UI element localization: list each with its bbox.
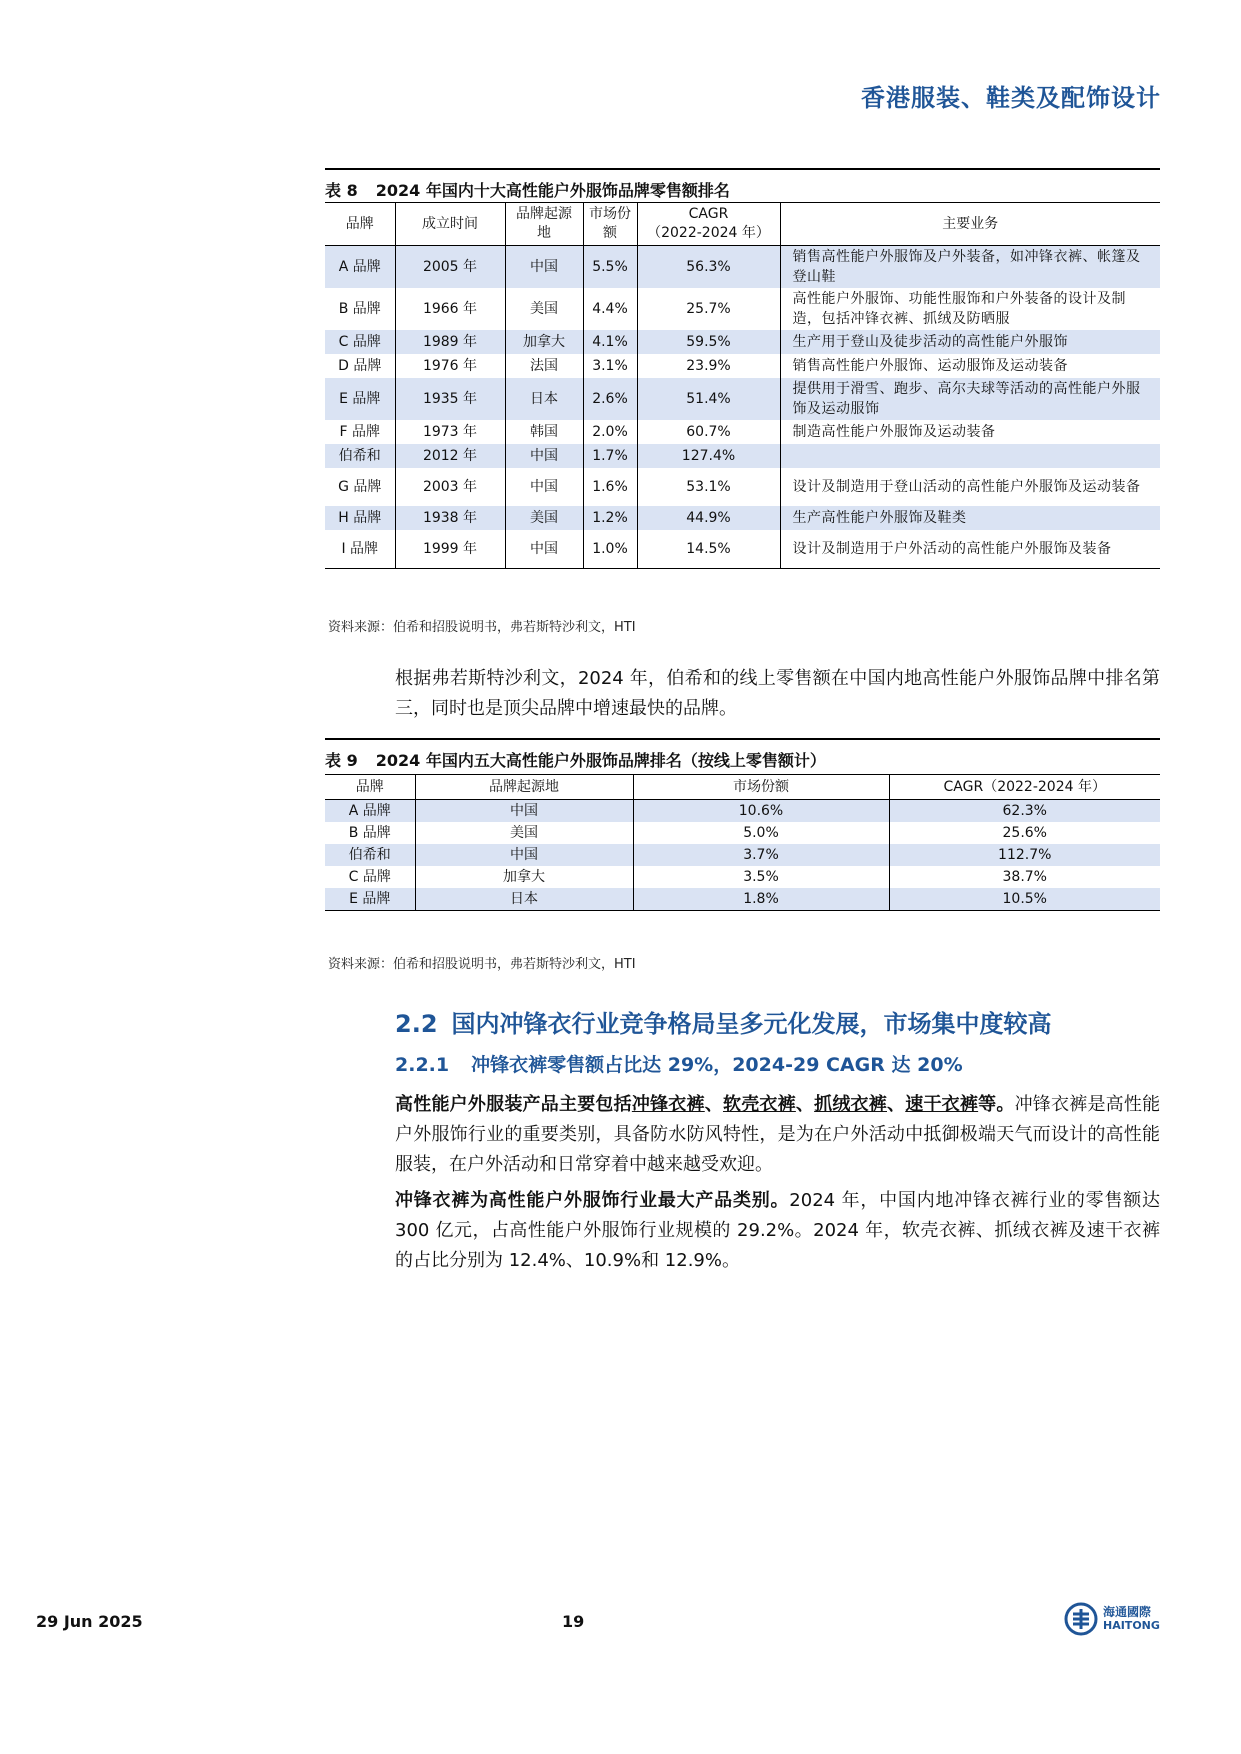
table-row	[325, 888, 1160, 911]
table-row	[325, 444, 1160, 468]
table8-cell: 2005 年	[395, 246, 505, 289]
paragraph-product-categories	[395, 1090, 1160, 1180]
para2-item-4: 速干衣裤	[905, 1094, 979, 1115]
table8-cell: 日本	[505, 378, 583, 420]
para2-sep: 、	[795, 1094, 815, 1115]
table8-cell: C 品牌	[325, 330, 395, 354]
table9-cell: 5.0%	[633, 822, 889, 844]
table8-cell: 美国	[505, 506, 583, 530]
table8-cell: 2003 年	[395, 468, 505, 506]
table8-cell: 高性能户外服饰、功能性服饰和户外装备的设计及制造，包括冲锋衣裤、抓绒及防晒服	[780, 288, 1160, 330]
para3-body: 2024 年，中国内地冲锋衣裤行业的零售额达 300 亿元，占高性能户外服饰行业规模的 29.2%。2024 年，软壳衣裤、抓绒衣裤及速干衣裤的占比分别为 12.4%、10.9%和 12.9%。	[395, 1190, 1161, 1271]
table9-title	[325, 738, 1160, 777]
table9-cell: 1.8%	[633, 888, 889, 911]
table8-cell: 提供用于滑雪、跑步、高尔夫球等活动的高性能户外服饰及运动服饰	[780, 378, 1160, 420]
table8-cell: 生产高性能户外服饰及鞋类	[780, 506, 1160, 530]
table8-header-cell: 品牌	[325, 203, 395, 246]
table9-label: 表 9	[325, 751, 358, 770]
subsection-number: 2.2.1	[395, 1054, 450, 1076]
table8-cell: 2.0%	[583, 420, 637, 444]
table9-cell: C 品牌	[348, 869, 391, 885]
para2-lead: 高性能户外服装产品主要包括	[395, 1094, 632, 1115]
table-row	[325, 330, 1160, 354]
table8-cell: 设计及制造用于户外活动的高性能户外服饰及装备	[780, 530, 1160, 569]
table8-cell: 中国	[505, 530, 583, 569]
table8-cell: 伯希和	[325, 444, 395, 468]
table8-cell: D 品牌	[338, 358, 382, 374]
table8-cell: 韩国	[505, 420, 583, 444]
table9-header-cell: 市场份额	[633, 775, 889, 800]
table8-cell: 法国	[505, 354, 583, 378]
table8-cell: 60.7%	[637, 420, 780, 444]
table9-cell: 112.7%	[889, 844, 1160, 866]
table8-cell: 销售高性能户外服饰及户外装备，如冲锋衣裤、帐篷及登山鞋	[780, 246, 1160, 289]
table8-cell: A 品牌	[325, 246, 395, 289]
table8-cell: 生产用于登山及徒步活动的高性能户外服饰	[780, 330, 1160, 354]
table8-cell: 23.9%	[637, 354, 780, 378]
table9-cell: 加拿大	[415, 866, 633, 888]
table9-cell: 伯希和	[325, 844, 415, 866]
table8-cell: 加拿大	[505, 330, 583, 354]
table8-cell: F 品牌	[339, 424, 380, 440]
table8-cell: 1.6%	[583, 468, 637, 506]
table-row	[325, 354, 1160, 378]
logo-text-cn: 海通國際	[1103, 1605, 1152, 1619]
table8-cell: 56.3%	[637, 246, 780, 289]
table8-header-cell: CAGR （2022-2024 年）	[637, 203, 780, 246]
table8-cell: 中国	[505, 246, 583, 289]
table-row	[325, 506, 1160, 530]
table8-cell: B 品牌	[338, 301, 381, 317]
table8-header-cell: 主要业务	[780, 203, 1160, 246]
table8-cell: 1.0%	[583, 530, 637, 569]
table9-cell: 38.7%	[889, 866, 1160, 888]
table9-cell: 3.7%	[633, 844, 889, 866]
table8-cell: 1989 年	[395, 330, 505, 354]
table8-cell: 1999 年	[395, 530, 505, 569]
table8-cell: 销售高性能户外服饰、运动服饰及运动装备	[780, 354, 1160, 378]
section-number: 2.2	[395, 1010, 438, 1038]
table-row	[325, 468, 1160, 506]
table8-cell: 1.2%	[583, 506, 637, 530]
table8-cell: E 品牌	[325, 378, 395, 420]
table8-cell: 3.1%	[583, 354, 637, 378]
table8-cell: 4.1%	[583, 330, 637, 354]
logo-text-en: HAITONG	[1103, 1619, 1160, 1632]
table9-cell: 3.5%	[633, 866, 889, 888]
para2-sep: 、	[887, 1094, 906, 1115]
haitong-logo	[1064, 1602, 1160, 1636]
table9-cell: B 品牌	[348, 825, 391, 841]
table9-cell: 日本	[415, 888, 633, 911]
para3-lead: 冲锋衣裤为高性能户外服饰行业最大产品类别。	[395, 1190, 790, 1211]
table8-header-cell: 品牌起源地	[505, 203, 583, 246]
table9-cell: E 品牌	[325, 888, 415, 911]
table8-cell: 2.6%	[583, 378, 637, 420]
subsection-heading	[395, 1050, 963, 1077]
table8-cell: 制造高性能户外服饰及运动装备	[780, 420, 1160, 444]
table9-cell: 62.3%	[889, 800, 1160, 823]
para2-item-1: 冲锋衣裤	[631, 1094, 705, 1115]
table8-cell: 25.7%	[637, 288, 780, 330]
table9-cell: A 品牌	[325, 800, 415, 823]
table-row	[325, 288, 1160, 330]
table9-source: 资料来源：伯希和招股说明书，弗若斯特沙利文，HTI	[328, 957, 636, 972]
table8-cell: 127.4%	[637, 444, 780, 468]
section-heading	[395, 1004, 1052, 1039]
section-title: 国内冲锋衣行业竞争格局呈多元化发展，市场集中度较高	[451, 1010, 1052, 1038]
table9-cell: 美国	[415, 822, 633, 844]
table9	[325, 774, 1160, 911]
table8-header-cell: 市场份额	[583, 203, 637, 246]
table8-source: 资料来源：伯希和招股说明书，弗若斯特沙利文，HTI	[328, 620, 636, 635]
table8-header-cell: 成立时间	[395, 203, 505, 246]
table8-cell: 51.4%	[637, 378, 780, 420]
table8-cell: 59.5%	[637, 330, 780, 354]
table8-cell: 中国	[505, 444, 583, 468]
paragraph-largest-category	[395, 1186, 1160, 1276]
table8-cell: 美国	[505, 288, 583, 330]
table9-cell: 25.6%	[889, 822, 1160, 844]
table-row	[325, 844, 1160, 866]
table8	[325, 202, 1160, 569]
table9-cell: 中国	[415, 844, 633, 866]
table8-cell: 1935 年	[395, 378, 505, 420]
table8-cell: 1976 年	[395, 354, 505, 378]
table-row	[325, 866, 1160, 888]
table8-cell: 44.9%	[637, 506, 780, 530]
table-row	[325, 378, 1160, 420]
table8-caption: 2024 年国内十大高性能户外服饰品牌零售额排名	[375, 181, 730, 200]
table9-cell: 10.6%	[633, 800, 889, 823]
report-header-title: 香港服装、鞋类及配饰设计	[861, 84, 1161, 112]
table8-cell: 4.4%	[583, 288, 637, 330]
table8-cell: 2012 年	[395, 444, 505, 468]
table8-cell: 设计及制造用于登山活动的高性能户外服饰及运动装备	[780, 468, 1160, 506]
table-row	[325, 420, 1160, 444]
para2-body: 冲锋衣裤是高性能户外服饰行业的重要类别，具备防水防风特性，是为在户外活动中抵御极端天气而设计的高性能服装，在户外活动和日常穿着中越来越受欢迎。	[395, 1094, 1161, 1175]
para2-item-2: 软壳衣裤	[722, 1094, 796, 1115]
table8-cell: 1.7%	[583, 444, 637, 468]
subsection-title: 冲锋衣裤零售额占比达 29%，2024-29 CAGR 达 20%	[471, 1054, 963, 1076]
table9-header-cell: 品牌起源地	[415, 775, 633, 800]
paragraph-online-ranking: 根据弗若斯特沙利文，2024 年，伯希和的线上零售额在中国内地高性能户外服饰品牌中排名第三，同时也是顶尖品牌中增速最快的品牌。	[395, 668, 1160, 719]
table8-cell: 53.1%	[637, 468, 780, 506]
table9-header-cell: CAGR（2022-2024 年）	[889, 775, 1160, 800]
table-row	[325, 800, 1160, 823]
table-row	[325, 246, 1160, 289]
table9-cell: 10.5%	[889, 888, 1160, 911]
table8-cell: 1966 年	[395, 288, 505, 330]
table8-cell: 1938 年	[395, 506, 505, 530]
table9-header-cell: 品牌	[325, 775, 415, 800]
footer-date: 29 Jun 2025	[36, 1612, 143, 1631]
para2-lead-end: 等。	[978, 1094, 1015, 1115]
table8-cell: 14.5%	[637, 530, 780, 569]
table8-cell: 中国	[505, 468, 583, 506]
table8-cell: 5.5%	[583, 246, 637, 289]
table8-cell: 1973 年	[395, 420, 505, 444]
table9-caption: 2024 年国内五大高性能户外服饰品牌排名（按线上零售额计）	[375, 751, 826, 770]
table8-cell: G 品牌	[338, 479, 382, 495]
table8-cell	[780, 444, 1160, 468]
table8-label: 表 8	[325, 181, 358, 200]
table9-cell: 中国	[415, 800, 633, 823]
table8-cell: I 品牌	[325, 530, 395, 569]
table-row	[325, 530, 1160, 569]
table-row	[325, 822, 1160, 844]
haitong-logo-icon	[1064, 1602, 1098, 1636]
table8-cell: H 品牌	[325, 506, 395, 530]
para2-sep: 、	[704, 1094, 723, 1115]
para2-item-3: 抓绒衣裤	[814, 1094, 887, 1115]
page-number: 19	[562, 1612, 585, 1631]
